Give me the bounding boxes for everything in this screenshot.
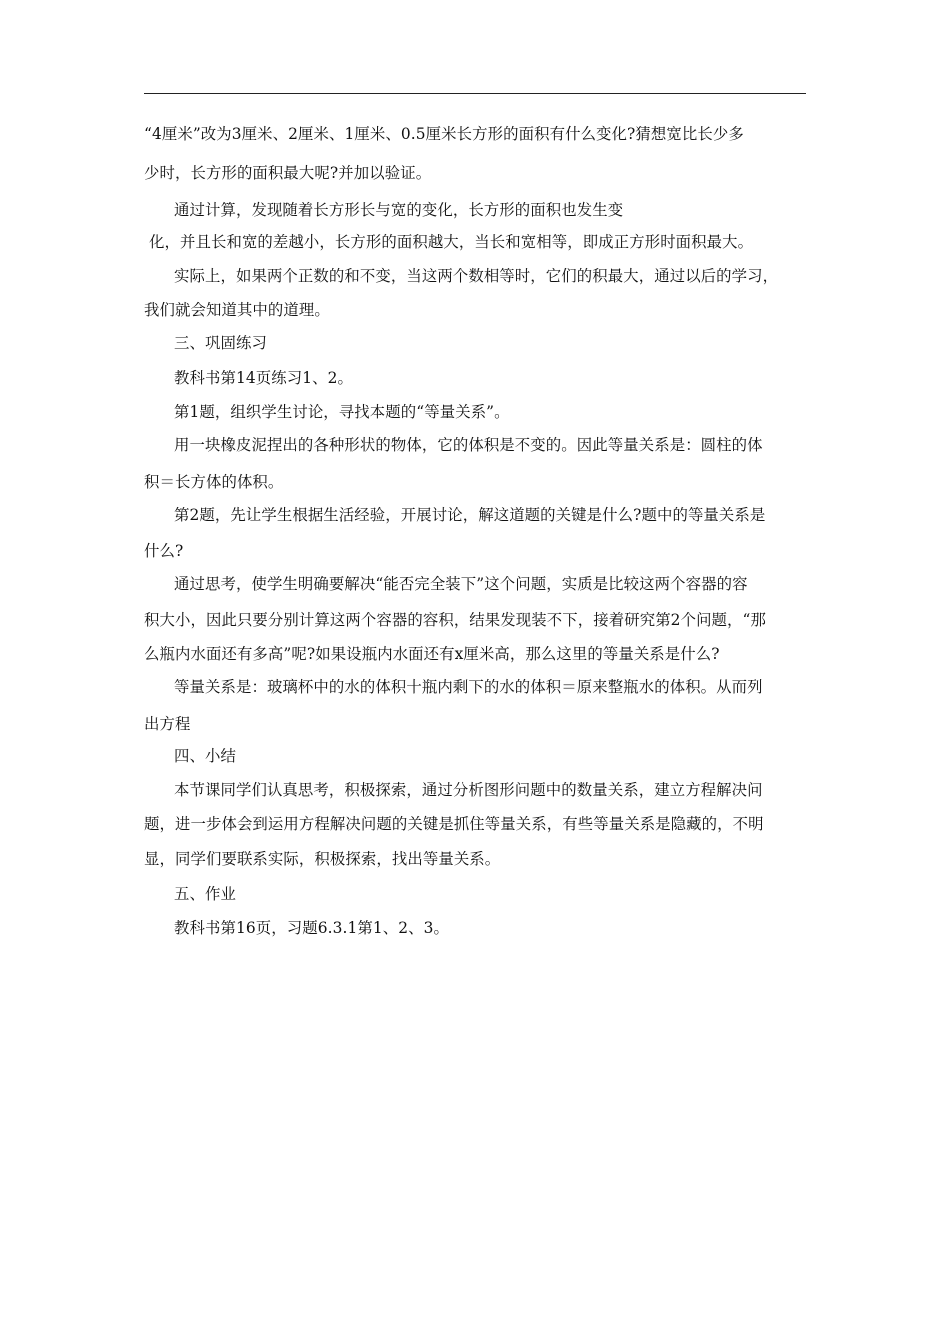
text-line: 第1题，组织学生讨论，寻找本题的“等量关系”。 <box>174 403 510 421</box>
section-heading: 四、小结 <box>174 747 236 765</box>
text-line: 教科书第16页，习题6.3.1第1、2、3。 <box>174 919 450 937</box>
text-line: 第2题，先让学生根据生活经验，开展讨论，解这道题的关键是什么?题中的等量关系是 <box>174 506 766 524</box>
text-line: 什么? <box>144 542 184 560</box>
text-line: 出方程 <box>144 715 191 733</box>
text-line: 少时，长方形的面积最大呢?并加以验证。 <box>144 164 432 182</box>
text-line: 等量关系是：玻璃杯中的水的体积十瓶内剩下的水的体积＝原来整瓶水的体积。从而列 <box>174 678 763 696</box>
text-line: 教科书第14页练习1、2。 <box>174 369 353 387</box>
text-line: 积大小，因此只要分别计算这两个容器的容积，结果发现装不下，接着研究第2个问题，“那 <box>144 611 766 629</box>
text-line: 题，进一步体会到运用方程解决问题的关键是抓住等量关系，有些等量关系是隐藏的，不明 <box>144 815 764 833</box>
text-line: 用一块橡皮泥捏出的各种形状的物体，它的体积是不变的。因此等量关系是：圆柱的体 <box>174 436 763 454</box>
section-heading: 五、作业 <box>174 885 236 903</box>
text-line: 我们就会知道其中的道理。 <box>144 301 330 319</box>
text-line: 么瓶内水面还有多高”呢?如果设瓶内水面还有x厘米高，那么这里的等量关系是什么? <box>144 645 720 663</box>
section-heading: 三、巩固练习 <box>174 334 267 352</box>
text-line: 化，并且长和宽的差越小，长方形的面积越大，当长和宽相等，即成正方形时面积最大。 <box>149 233 754 251</box>
text-line: 本节课同学们认真思考，积极探索，通过分析图形问题中的数量关系，建立方程解决问 <box>174 781 763 799</box>
text-line: 积＝长方体的体积。 <box>144 473 284 491</box>
text-line: 通过计算，发现随着长方形长与宽的变化，长方形的面积也发生变 <box>174 201 624 219</box>
text-line: 显，同学们要联系实际，积极探索，找出等量关系。 <box>144 850 501 868</box>
text-line: 通过思考，使学生明确要解决“能否完全装下”这个问题，实质是比较这两个容器的容 <box>174 575 748 593</box>
text-line: 实际上，如果两个正数的和不变，当这两个数相等时，它们的积最大，通过以后的学习， <box>174 267 779 285</box>
text-line: “4厘米”改为3厘米、2厘米、1厘米、0.5厘米长方形的面积有什么变化?猜想宽比长少多 <box>144 125 744 143</box>
header-rule <box>144 93 806 94</box>
